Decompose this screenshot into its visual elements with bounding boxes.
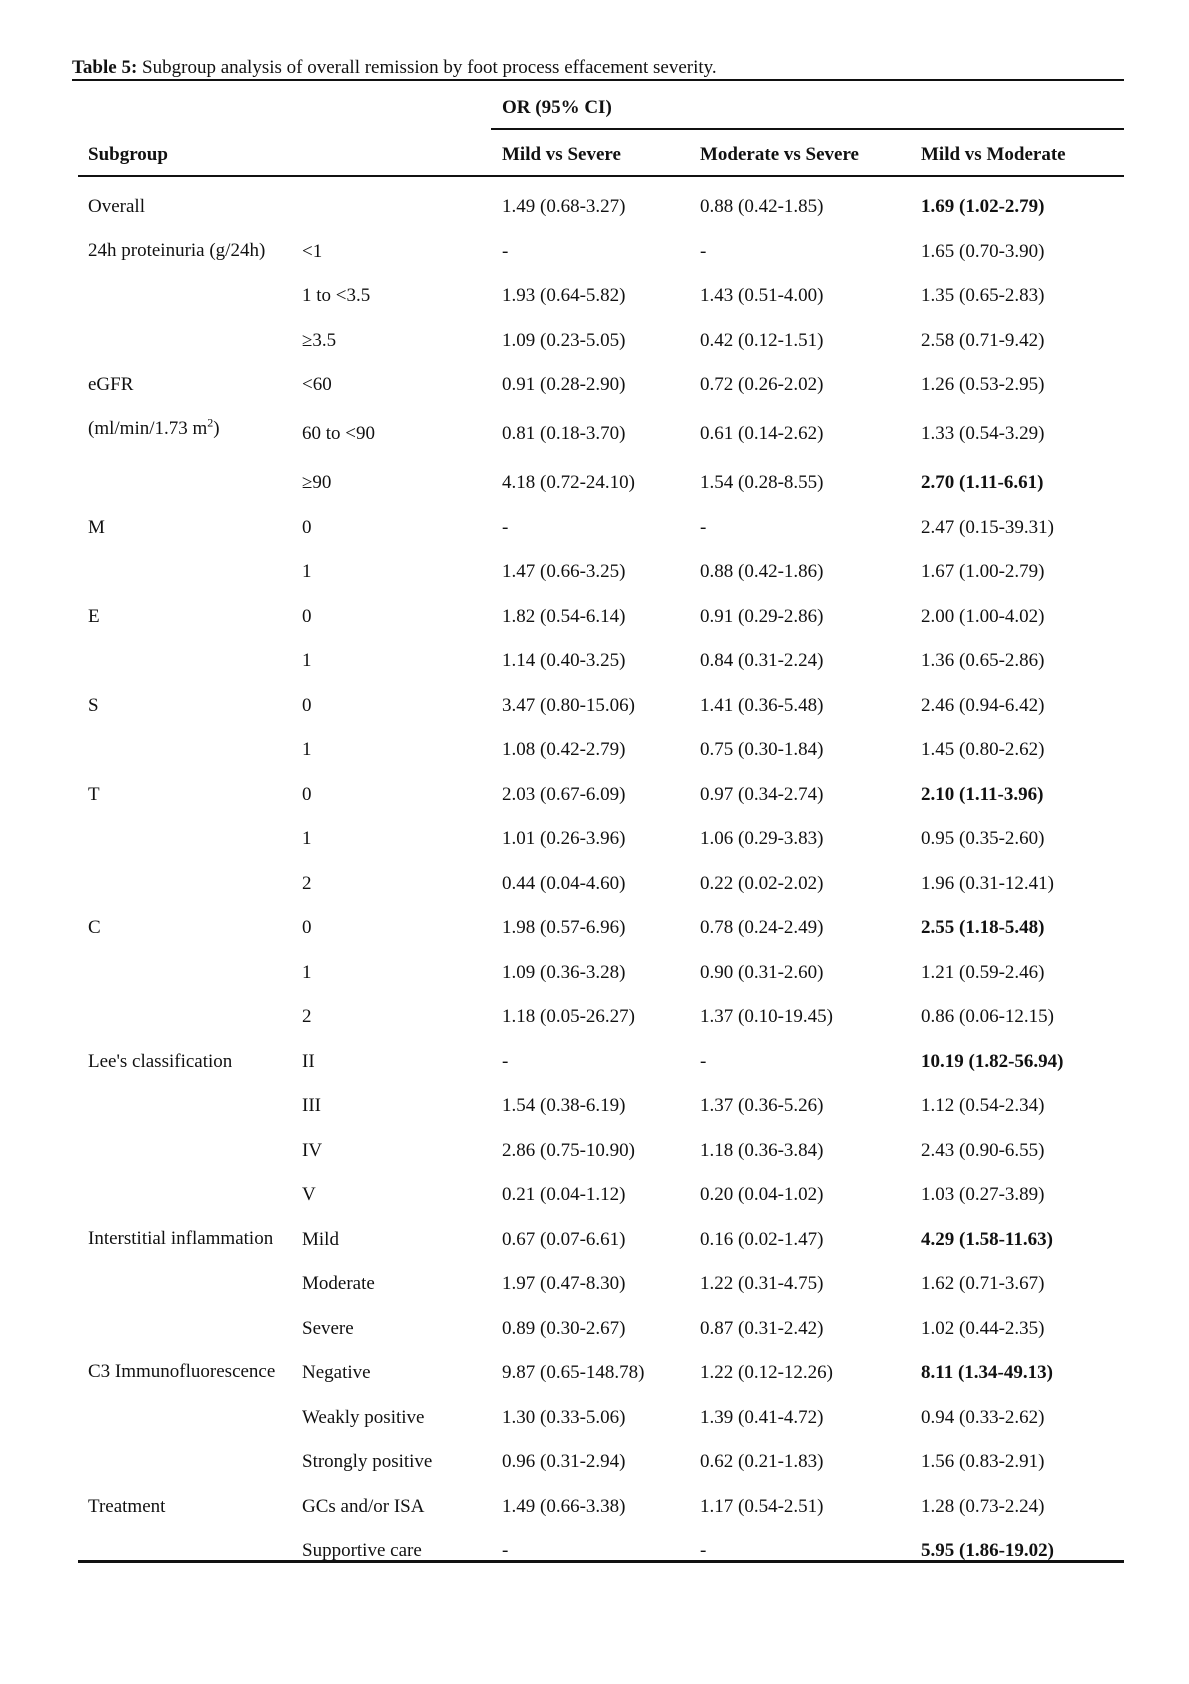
cell-subgroup: E (88, 605, 100, 627)
cell-subgroup (78, 951, 292, 996)
cell-mild-vs-moderate: 0.86 (0.06-12.15) (921, 1006, 1054, 1028)
cell-mild-vs-moderate: 1.45 (0.80-2.62) (921, 739, 1045, 761)
cell-subgroup: Interstitial inflammation (88, 1227, 274, 1249)
cell-level: Weakly positive (302, 1406, 425, 1428)
cell-subgroup: C3 Immunofluorescence (88, 1361, 276, 1382)
cell-moderate-vs-severe: 0.97 (0.34-2.74) (700, 783, 824, 805)
table-row (78, 363, 1118, 408)
table-row (78, 773, 1118, 818)
cell-moderate-vs-severe: 0.16 (0.02-1.47) (700, 1228, 824, 1250)
cell-mild-vs-moderate: 1.21 (0.59-2.46) (921, 961, 1045, 983)
cell-mild-vs-severe: 1.47 (0.66-3.25) (502, 561, 626, 583)
group-header-or: OR (95% CI) (502, 97, 612, 118)
table-caption-label: Table 5: (72, 57, 138, 78)
cell-level: III (302, 1095, 321, 1117)
cell-mild-vs-moderate: 8.11 (1.34-49.13) (921, 1362, 1053, 1384)
cell-mild-vs-moderate: 1.03 (0.27-3.89) (921, 1184, 1045, 1206)
cell-mild-vs-moderate: 2.46 (0.94-6.42) (921, 694, 1045, 716)
cell-mild-vs-moderate: 2.58 (0.71-9.42) (921, 329, 1045, 351)
cell-subgroup (78, 862, 292, 907)
table-row (78, 684, 1118, 729)
cell-level: 2 (302, 872, 312, 894)
table-row (78, 506, 1118, 551)
table-row (78, 1040, 1118, 1085)
cell-moderate-vs-severe: 1.39 (0.41-4.72) (700, 1406, 824, 1428)
cell-mild-vs-moderate: 1.36 (0.65-2.86) (921, 650, 1045, 672)
cell-mild-vs-severe: 1.08 (0.42-2.79) (502, 739, 626, 761)
table-row (78, 550, 1118, 595)
cell-moderate-vs-severe: 0.78 (0.24-2.49) (700, 917, 824, 939)
cell-mild-vs-severe: 4.18 (0.72-24.10) (502, 472, 635, 494)
cell-mild-vs-moderate: 2.55 (1.18-5.48) (921, 917, 1045, 939)
cell-level: 1 (302, 961, 312, 983)
cell-level: II (302, 1050, 315, 1072)
cell-mild-vs-severe: 1.97 (0.47-8.30) (502, 1273, 626, 1295)
cell-mild-vs-severe: - (502, 240, 509, 262)
table-row (78, 728, 1118, 773)
subgroup-label: (ml/min/1.73 m (88, 417, 208, 439)
cell-moderate-vs-severe: 0.62 (0.21-1.83) (700, 1451, 824, 1473)
table-row (78, 995, 1118, 1040)
cell-mild-vs-severe: 1.49 (0.66-3.38) (502, 1495, 626, 1517)
table-row (78, 862, 1118, 907)
cell-mild-vs-moderate: 1.69 (1.02-2.79) (921, 196, 1045, 218)
table-row (78, 639, 1118, 684)
cell-subgroup (78, 461, 292, 506)
table-row (78, 1173, 1118, 1218)
cell-mild-vs-severe: 1.18 (0.05-26.27) (502, 1006, 635, 1028)
cell-moderate-vs-severe: 0.42 (0.12-1.51) (700, 329, 824, 351)
table-caption (72, 56, 1122, 80)
cell-moderate-vs-severe: 1.18 (0.36-3.84) (700, 1139, 824, 1161)
cell-moderate-vs-severe: 0.88 (0.42-1.85) (700, 196, 824, 218)
cell-subgroup (78, 728, 292, 773)
cell-mild-vs-severe: - (502, 516, 509, 538)
cell-mild-vs-moderate: 2.47 (0.15-39.31) (921, 516, 1054, 538)
cell-level: Moderate (302, 1273, 375, 1295)
cell-level: Negative (302, 1362, 371, 1384)
cell-mild-vs-moderate: 2.43 (0.90-6.55) (921, 1139, 1045, 1161)
header-moderate-vs-severe: Moderate vs Severe (700, 144, 859, 165)
cell-level: 1 (302, 828, 312, 850)
cell-level: 2 (302, 1006, 312, 1028)
cell-mild-vs-moderate: 1.67 (1.00-2.79) (921, 561, 1045, 583)
cell-subgroup (78, 1173, 292, 1218)
table-row (78, 1084, 1118, 1129)
cell-moderate-vs-severe: 1.06 (0.29-3.83) (700, 828, 824, 850)
cell-subgroup (78, 550, 292, 595)
cell-mild-vs-severe: 1.54 (0.38-6.19) (502, 1095, 626, 1117)
cell-level: Severe (302, 1317, 354, 1339)
cell-mild-vs-severe: 2.86 (0.75-10.90) (502, 1139, 635, 1161)
cell-subgroup (78, 1529, 292, 1574)
cell-mild-vs-severe: 3.47 (0.80-15.06) (502, 694, 635, 716)
subgroup-table (78, 185, 1118, 1574)
cell-moderate-vs-severe: 1.54 (0.28-8.55) (700, 472, 824, 494)
cell-moderate-vs-severe: 0.88 (0.42-1.86) (700, 561, 824, 583)
table-row (78, 817, 1118, 862)
cell-mild-vs-moderate: 10.19 (1.82-56.94) (921, 1050, 1064, 1072)
cell-mild-vs-severe: 0.89 (0.30-2.67) (502, 1317, 626, 1339)
cell-level: Strongly positive (302, 1451, 433, 1473)
table-row (78, 1129, 1118, 1174)
cell-mild-vs-moderate: 1.26 (0.53-2.95) (921, 374, 1045, 396)
table-row (78, 1351, 1118, 1396)
cell-mild-vs-moderate: 1.62 (0.71-3.67) (921, 1273, 1045, 1295)
cell-mild-vs-moderate: 4.29 (1.58-11.63) (921, 1228, 1053, 1250)
cell-subgroup (78, 817, 292, 862)
cell-mild-vs-moderate: 1.12 (0.54-2.34) (921, 1095, 1045, 1117)
cell-mild-vs-severe: 1.93 (0.64-5.82) (502, 285, 626, 307)
cell-moderate-vs-severe: 0.22 (0.02-2.02) (700, 872, 824, 894)
cell-subgroup: Overall (88, 196, 145, 218)
cell-subgroup: 24h proteinuria (g/24h) (88, 239, 266, 261)
cell-moderate-vs-severe: 1.37 (0.36-5.26) (700, 1095, 824, 1117)
cell-mild-vs-moderate: 5.95 (1.86-19.02) (921, 1540, 1054, 1562)
cell-moderate-vs-severe: 1.41 (0.36-5.48) (700, 694, 824, 716)
table-body (78, 185, 1118, 1574)
cell-mild-vs-severe: 2.03 (0.67-6.09) (502, 783, 626, 805)
cell-level: 0 (302, 694, 312, 716)
cell-mild-vs-severe: 1.09 (0.23-5.05) (502, 329, 626, 351)
cell-subgroup: Lee's classification (88, 1050, 233, 1072)
table-row (78, 595, 1118, 640)
top-rule (72, 79, 1124, 81)
cell-mild-vs-severe: 0.91 (0.28-2.90) (502, 374, 626, 396)
cell-level: 1 (302, 650, 312, 672)
cell-mild-vs-severe: 0.96 (0.31-2.94) (502, 1451, 626, 1473)
cell-mild-vs-moderate: 1.02 (0.44-2.35) (921, 1317, 1045, 1339)
cell-mild-vs-severe: 1.82 (0.54-6.14) (502, 605, 626, 627)
cell-level: IV (302, 1139, 323, 1161)
cell-moderate-vs-severe: - (700, 516, 707, 538)
cell-level: ≥3.5 (302, 329, 337, 351)
cell-subgroup: T (88, 783, 100, 805)
cell-subgroup: Treatment (88, 1495, 166, 1517)
cell-mild-vs-moderate: 1.65 (0.70-3.90) (921, 240, 1045, 262)
cell-mild-vs-severe: 1.49 (0.68-3.27) (502, 196, 626, 218)
cell-moderate-vs-severe: 0.72 (0.26-2.02) (700, 374, 824, 396)
cell-mild-vs-severe: 1.09 (0.36-3.28) (502, 961, 626, 983)
cell-subgroup (78, 995, 292, 1040)
cell-level: V (302, 1184, 316, 1206)
superscript: 2 (207, 415, 214, 430)
cell-level: 0 (302, 783, 312, 805)
cell-moderate-vs-severe: 0.61 (0.14-2.62) (700, 423, 824, 445)
cell-mild-vs-severe: 0.21 (0.04-1.12) (502, 1184, 626, 1206)
cell-mild-vs-severe: 0.81 (0.18-3.70) (502, 423, 626, 445)
cell-moderate-vs-severe: - (700, 240, 707, 262)
cell-mild-vs-severe: 1.30 (0.33-5.06) (502, 1406, 626, 1428)
cell-mild-vs-severe: 1.14 (0.40-3.25) (502, 650, 626, 672)
cell-mild-vs-moderate: 1.28 (0.73-2.24) (921, 1495, 1045, 1517)
table-row (78, 906, 1118, 951)
cell-moderate-vs-severe: 0.20 (0.04-1.02) (700, 1184, 824, 1206)
table-row (78, 461, 1118, 506)
table-row (78, 951, 1118, 996)
cell-moderate-vs-severe: 0.87 (0.31-2.42) (700, 1317, 824, 1339)
cell-moderate-vs-severe: 1.22 (0.31-4.75) (700, 1273, 824, 1295)
table-row (78, 1485, 1118, 1530)
cell-level (292, 185, 492, 230)
cell-level: GCs and/or ISA (302, 1495, 425, 1517)
header-subgroup: Subgroup (88, 144, 168, 165)
cell-level: Mild (302, 1228, 339, 1250)
cell-mild-vs-severe: - (502, 1540, 509, 1562)
cell-level: 60 to <90 (302, 423, 375, 445)
cell-subgroup (78, 639, 292, 684)
cell-moderate-vs-severe: - (700, 1540, 707, 1562)
cell-moderate-vs-severe: 0.90 (0.31-2.60) (700, 961, 824, 983)
cell-moderate-vs-severe: 1.37 (0.10-19.45) (700, 1006, 833, 1028)
cell-mild-vs-moderate: 1.35 (0.65-2.83) (921, 285, 1045, 307)
table-row (78, 230, 1118, 275)
cell-moderate-vs-severe: 1.22 (0.12-12.26) (700, 1362, 833, 1384)
cell-mild-vs-moderate: 2.00 (1.00-4.02) (921, 605, 1045, 627)
cell-subgroup: M (88, 516, 105, 538)
cell-subgroup: eGFR (88, 374, 134, 396)
cell-mild-vs-severe: 0.67 (0.07-6.61) (502, 1228, 626, 1250)
cell-mild-vs-severe: 9.87 (0.65-148.78) (502, 1362, 645, 1384)
cell-moderate-vs-severe: - (700, 1050, 707, 1072)
group-header-rule (491, 128, 1124, 130)
cell-level: <1 (302, 240, 323, 262)
cell-subgroup: S (88, 694, 99, 716)
cell-mild-vs-moderate: 1.96 (0.31-12.41) (921, 872, 1054, 894)
cell-subgroup: C (88, 917, 101, 939)
cell-subgroup (78, 1084, 292, 1129)
table-row (78, 185, 1118, 230)
cell-moderate-vs-severe: 0.75 (0.30-1.84) (700, 739, 824, 761)
cell-mild-vs-moderate: 2.70 (1.11-6.61) (921, 472, 1044, 494)
cell-level: 1 (302, 739, 312, 761)
cell-moderate-vs-severe: 0.91 (0.29-2.86) (700, 605, 824, 627)
cell-level: <60 (302, 374, 332, 396)
header-mild-vs-moderate: Mild vs Moderate (921, 144, 1066, 165)
cell-level: 0 (302, 516, 312, 538)
cell-mild-vs-moderate: 0.95 (0.35-2.60) (921, 828, 1045, 850)
table-row (78, 1218, 1118, 1263)
cell-moderate-vs-severe: 0.84 (0.31-2.24) (700, 650, 824, 672)
cell-mild-vs-severe: 1.98 (0.57-6.96) (502, 917, 626, 939)
table-row (78, 408, 1118, 462)
cell-mild-vs-moderate: 2.10 (1.11-3.96) (921, 783, 1044, 805)
header-bottom-rule (78, 175, 1124, 177)
cell-subgroup (78, 408, 292, 462)
table-caption-text: Subgroup analysis of overall remission by foot process effacement severity. (137, 57, 717, 78)
cell-level: 0 (302, 605, 312, 627)
cell-level: 0 (302, 917, 312, 939)
table-row (78, 1529, 1118, 1574)
cell-mild-vs-severe: 0.44 (0.04-4.60) (502, 872, 626, 894)
cell-mild-vs-moderate: 1.33 (0.54-3.29) (921, 423, 1045, 445)
cell-moderate-vs-severe: 1.43 (0.51-4.00) (700, 285, 824, 307)
cell-mild-vs-moderate: 1.56 (0.83-2.91) (921, 1451, 1045, 1473)
cell-level: 1 (302, 561, 312, 583)
cell-level: 1 to <3.5 (302, 285, 371, 307)
cell-mild-vs-moderate: 0.94 (0.33-2.62) (921, 1406, 1045, 1428)
cell-mild-vs-severe: - (502, 1050, 509, 1072)
cell-level: Supportive care (302, 1540, 422, 1562)
cell-level: ≥90 (302, 472, 332, 494)
cell-subgroup (78, 1129, 292, 1174)
subgroup-label-end: ) (213, 417, 220, 439)
cell-mild-vs-severe: 1.01 (0.26-3.96) (502, 828, 626, 850)
header-mild-vs-severe: Mild vs Severe (502, 144, 621, 165)
cell-moderate-vs-severe: 1.17 (0.54-2.51) (700, 1495, 824, 1517)
